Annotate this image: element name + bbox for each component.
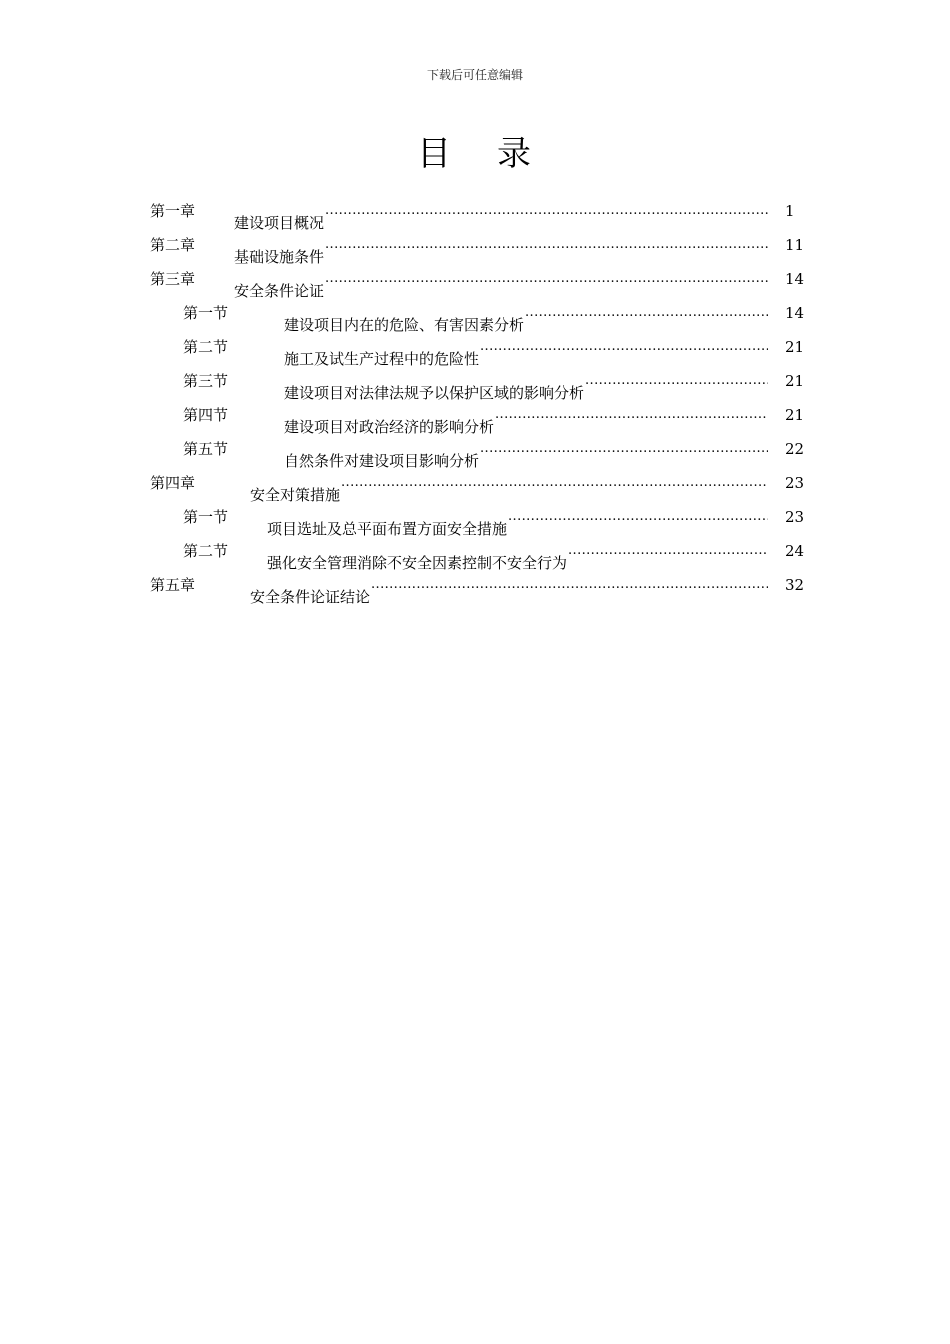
toc-entry-text: 项目选址及总平面布置方面安全措施 <box>267 520 508 538</box>
toc-entry-text: 建设项目对政治经济的影响分析 <box>284 418 495 436</box>
toc-entry-chapter-2[interactable] <box>0 228 950 266</box>
toc-entry-page: 21 <box>785 338 805 356</box>
toc-entry-page: 24 <box>785 542 805 560</box>
toc-entry-text: 强化安全管理消除不安全因素控制不安全行为 <box>267 554 568 572</box>
toc-entry-label: 第五章 <box>150 576 196 594</box>
toc-entry-page: 11 <box>785 236 805 254</box>
toc-entry-page: 21 <box>785 406 805 424</box>
page-title <box>0 126 950 175</box>
toc-entry-page: 22 <box>785 440 805 458</box>
toc-entry-page: 14 <box>785 270 805 288</box>
toc-leader-dots <box>525 296 768 330</box>
toc-entry-page: 1 <box>785 202 795 220</box>
toc-entry-text: 建设项目对法律法规予以保护区域的影响分析 <box>284 384 585 402</box>
toc-entry-label: 第三节 <box>183 372 229 390</box>
toc-entry-chapter-4-section-1[interactable] <box>0 500 950 538</box>
toc-entry-label: 第二节 <box>183 542 229 560</box>
toc-entry-page: 21 <box>785 372 805 390</box>
toc-entry-chapter-1[interactable] <box>0 194 950 232</box>
toc-entry-label: 第一章 <box>150 202 196 220</box>
toc-entry-label: 第五节 <box>183 440 229 458</box>
toc-entry-chapter-3-section-5[interactable] <box>0 432 950 470</box>
toc-entry-label: 第一节 <box>183 508 229 526</box>
toc-entry-chapter-3-section-3[interactable] <box>0 364 950 402</box>
toc-leader-dots <box>480 330 768 364</box>
toc-entry-chapter-3[interactable] <box>0 262 950 300</box>
toc-leader-dots <box>325 262 768 296</box>
toc-leader-dots <box>325 228 768 262</box>
toc-entry-chapter-3-section-1[interactable] <box>0 296 950 334</box>
toc-leader-dots <box>325 194 768 228</box>
toc-leader-dots <box>480 432 768 466</box>
toc-entry-text: 施工及试生产过程中的危险性 <box>284 350 480 368</box>
toc-entry-chapter-4-section-2[interactable] <box>0 534 950 572</box>
title-char-1: 目 <box>417 134 453 174</box>
toc-leader-dots <box>508 500 768 534</box>
toc-entry-text: 自然条件对建设项目影响分析 <box>284 452 480 470</box>
toc-entry-text: 建设项目概况 <box>234 214 325 232</box>
toc-entry-label: 第一节 <box>183 304 229 322</box>
toc-entry-chapter-3-section-4[interactable] <box>0 398 950 436</box>
toc-entry-page: 23 <box>785 474 805 492</box>
toc-entry-text: 安全对策措施 <box>250 486 341 504</box>
toc-entry-text: 安全条件论证结论 <box>250 588 371 606</box>
toc-entry-label: 第三章 <box>150 270 196 288</box>
toc-entry-label: 第二章 <box>150 236 196 254</box>
toc-entry-chapter-4[interactable] <box>0 466 950 504</box>
toc-entry-page: 32 <box>785 576 805 594</box>
toc-entry-text: 基础设施条件 <box>234 248 325 266</box>
toc-leader-dots <box>341 466 768 500</box>
toc-entry-page: 23 <box>785 508 805 526</box>
toc-entry-text: 安全条件论证 <box>234 282 325 300</box>
toc-entry-text: 建设项目内在的危险、有害因素分析 <box>284 316 525 334</box>
toc-leader-dots <box>371 568 768 602</box>
header-note: 下载后可任意编辑 <box>426 68 523 82</box>
toc-entry-title <box>250 568 768 614</box>
toc-entry-chapter-5[interactable] <box>0 568 950 606</box>
title-char-2: 录 <box>497 134 533 174</box>
toc-entry-label: 第四章 <box>150 474 196 492</box>
toc-entry-label: 第四节 <box>183 406 229 424</box>
toc-entry-label: 第二节 <box>183 338 229 356</box>
toc-leader-dots <box>585 364 768 398</box>
toc-leader-dots <box>568 534 768 568</box>
toc-entry-page: 14 <box>785 304 805 322</box>
toc-entry-chapter-3-section-2[interactable] <box>0 330 950 368</box>
toc-leader-dots <box>495 398 768 432</box>
